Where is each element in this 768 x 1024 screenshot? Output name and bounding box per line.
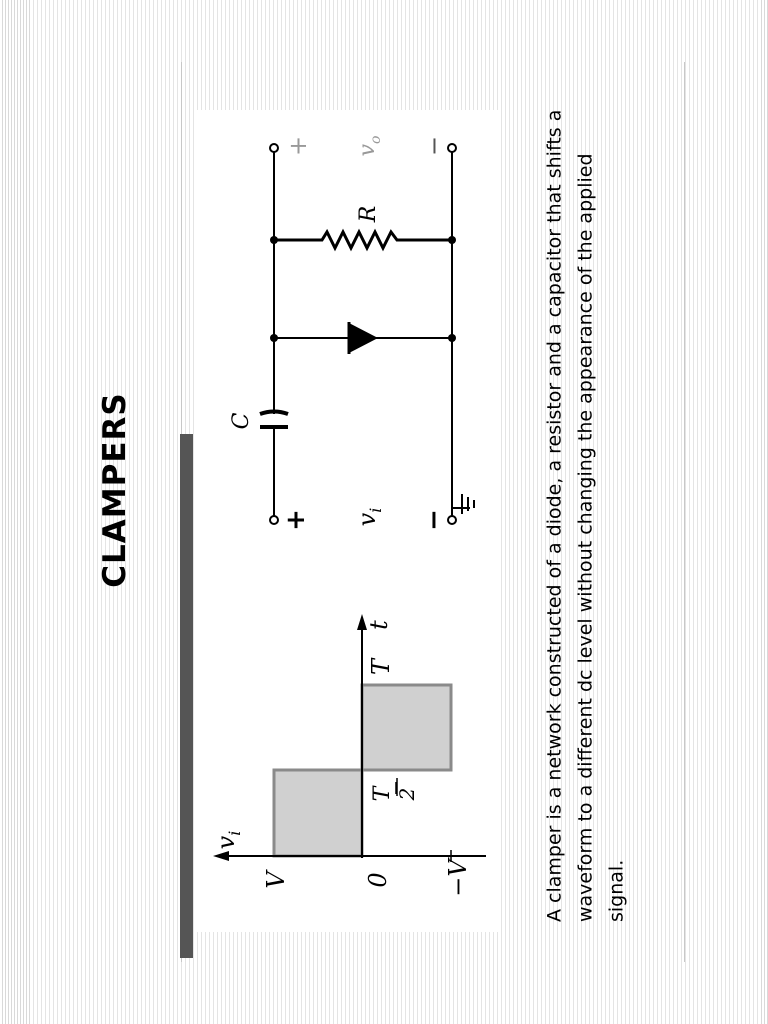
junction-bottom-resistor [448, 236, 456, 244]
page-title: CLAMPERS [97, 392, 133, 588]
waveform-negative-pulse [362, 685, 451, 770]
ground-icon [452, 494, 474, 514]
label-v: V [262, 871, 290, 889]
capacitor-label: C [229, 412, 254, 430]
label-half-t-numerator: T [370, 786, 395, 802]
input-plus-terminal [270, 516, 278, 524]
resistor-icon [274, 232, 452, 248]
resistor-label: R [356, 205, 381, 223]
label-half-t-denominator: 2 [395, 787, 419, 801]
voltage-axis-arrow [213, 851, 229, 861]
input-voltage-label: $v_i$ [353, 507, 385, 527]
output-plus-terminal [270, 144, 278, 152]
input-plus-label: + [281, 509, 311, 531]
output-minus-terminal [448, 144, 456, 152]
input-minus-label: − [419, 509, 449, 531]
clamper-circuit [229, 136, 474, 531]
input-minus-terminal [448, 516, 456, 524]
junction-top-diode [270, 334, 278, 342]
label-zero: 0 [364, 872, 392, 888]
diode-icon [349, 323, 378, 353]
waveform-positive-pulse [274, 770, 362, 856]
clamper-description: A clamper is a network constructed of a diode, a resistor and a capacitor that shifts a waveform to a different dc level without changing the appearance of the applied signal. [543, 109, 628, 922]
label-time: t [365, 620, 393, 630]
input-waveform [212, 614, 486, 897]
waveform-y-label: $v_i$ [212, 830, 244, 850]
output-minus-label: − [420, 135, 448, 157]
label-t: T [367, 658, 395, 676]
output-voltage-label: $v_o$ [355, 135, 384, 157]
label-neg-v: −V [444, 859, 472, 897]
output-plus-label: + [284, 135, 312, 157]
junction-top-resistor [270, 236, 278, 244]
junction-bottom-diode [448, 334, 456, 342]
